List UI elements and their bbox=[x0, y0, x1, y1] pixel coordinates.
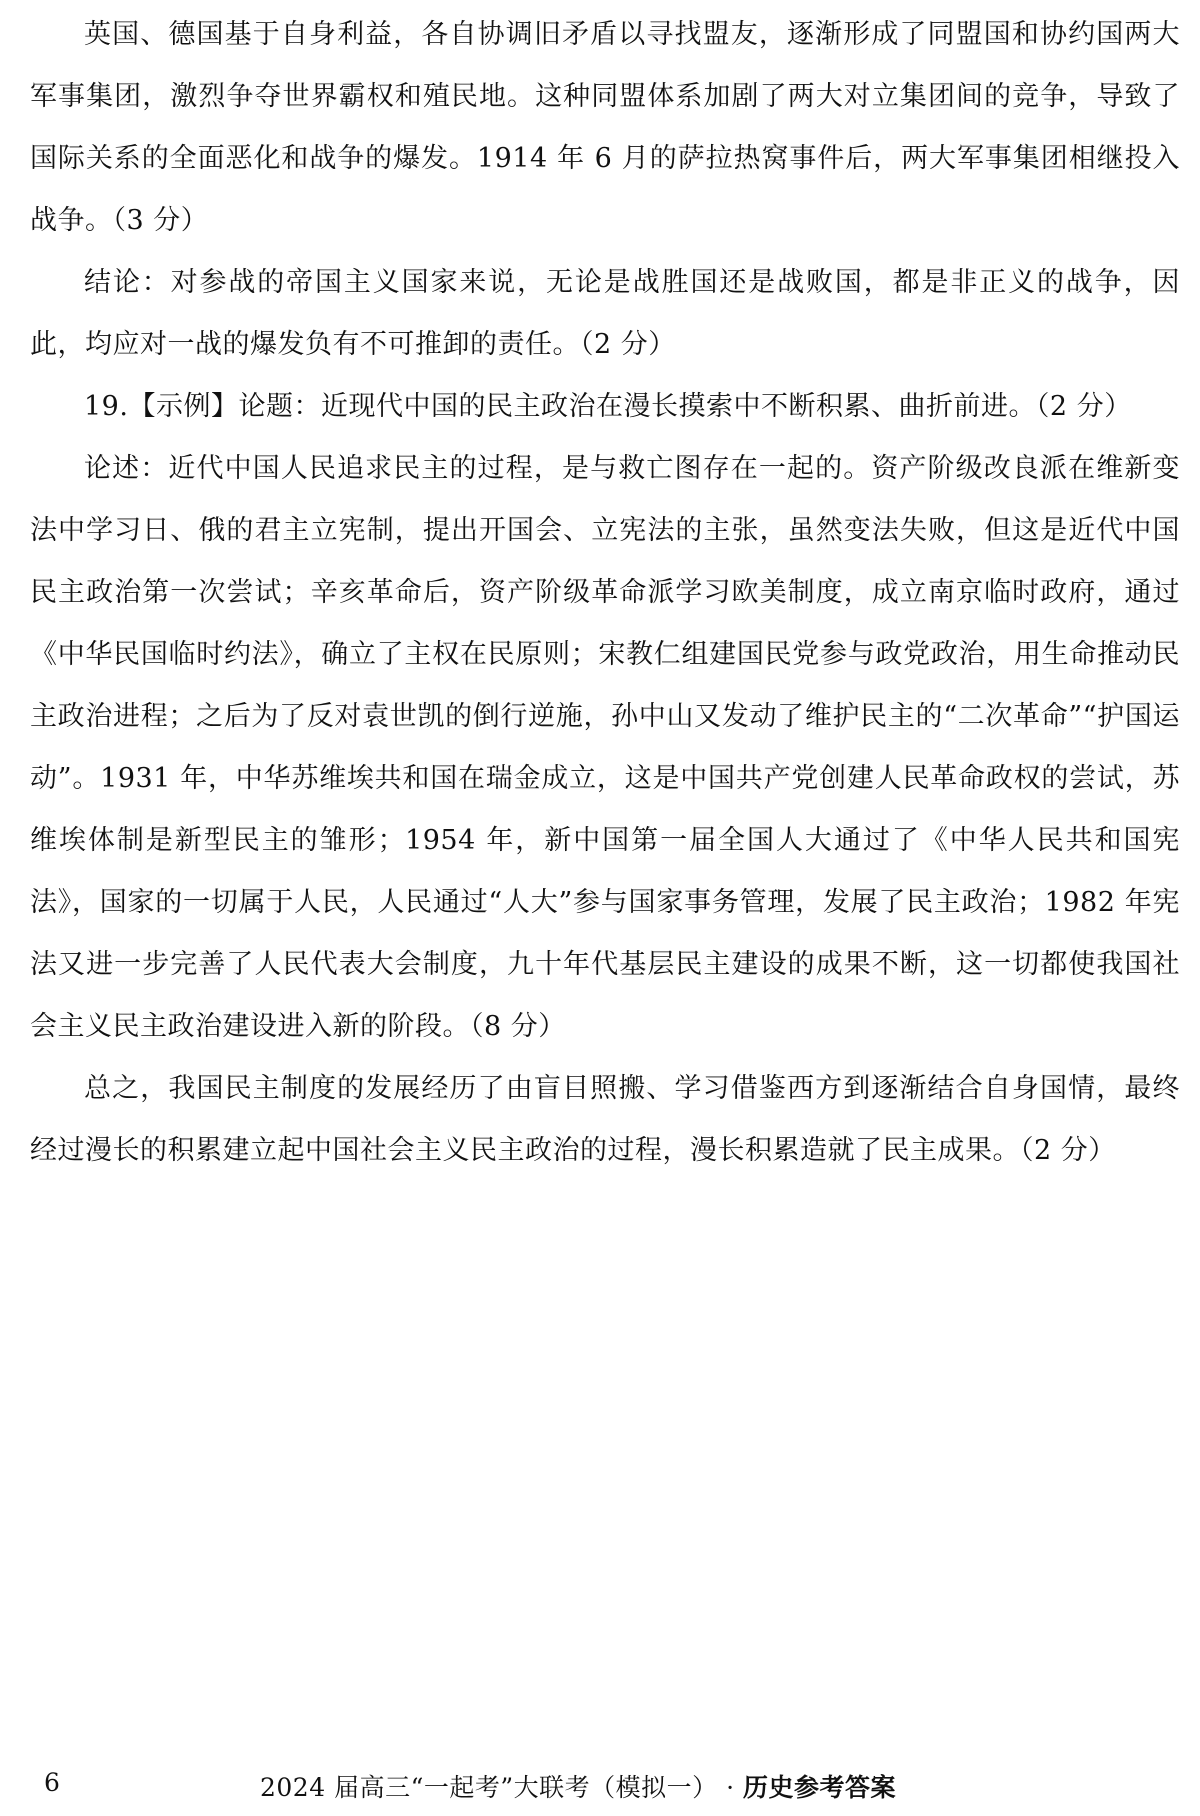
paragraph-ww1-causes: 英国、德国基于自身利益，各自协调旧矛盾以寻找盟友，逐渐形成了同盟国和协约国两大军事集团，激烈争夺世界霸权和殖民地。这种同盟体系加剧了两大对立集团间的竞争，导致了国际关系的全面恶化和战争的爆发。1914 年 6 月的萨拉热窝事件后，两大军事集团相继投入战争。（3 分） bbox=[30, 19, 1180, 236]
exam-title: 2024 届高三“一起考”大联考（模拟一） bbox=[260, 1773, 718, 1802]
paragraph-q19-summary: 总之，我国民主制度的发展经历了由盲目照搬、学习借鉴西方到逐渐结合自身国情，最终经过漫长的积累建立起中国社会主义民主政治的过程，漫长积累造就了民主成果。（2 分） bbox=[30, 1073, 1180, 1166]
paragraph-q19-thesis: 19.【示例】论题：近现代中国的民主政治在漫长摸索中不断积累、曲折前进。（2 分） bbox=[84, 391, 1132, 422]
paragraph-q19-argument: 论述：近代中国人民追求民主的过程，是与救亡图存在一起的。资产阶级改良派在维新变法中学习日、俄的君主立宪制，提出开国会、立宪法的主张，虽然变法失败，但这是近代中国民主政治第一次尝试；辛亥革命后，资产阶级革命派学习欧美制度，成立南京临时政府，通过《中华民国临时约法》，确立了主权在民原则；宋教仁组建国民党参与政党政治，用生命推动民主政治进程；之后为了反对袁世凯的倒行逆施，孙中山又发动了维护民主的“二次革命”“护国运动”。1931 年，中华苏维埃共和国在瑞金成立，这是中国共产党创建人民革命政权的尝试，苏维埃体制是新型民主的雏形；1954 年，新中国第一届全国人大通过了《中华人民共和国宪法》，国家的一切属于人民，人民通过“人大”参与国家事务管理，发展了民主政治；1982 年宪法又进一步完善了人民代表大会制度，九十年代基层民主建设的成果不断，这一切都使我国社会主义民主政治建设进入新的阶段。（8 分） bbox=[30, 453, 1180, 1042]
footer-title bbox=[260, 1768, 896, 1804]
paragraph-ww1-conclusion: 结论：对参战的帝国主义国家来说，无论是战胜国还是战败国，都是非正义的战争，因此，均应对一战的爆发负有不可推卸的责任。（2 分） bbox=[30, 267, 1180, 360]
page-footer bbox=[0, 1766, 1200, 1806]
page-number: 6 bbox=[44, 1768, 60, 1797]
footer-separator: · bbox=[726, 1773, 735, 1802]
answer-content bbox=[30, 4, 1180, 1182]
subject-title: 历史参考答案 bbox=[743, 1773, 897, 1802]
